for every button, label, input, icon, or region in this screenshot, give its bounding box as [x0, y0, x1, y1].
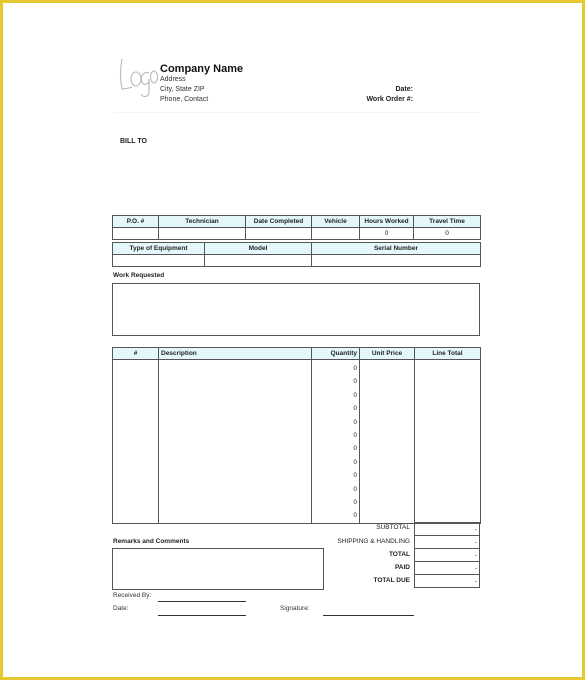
- unit-price-column[interactable]: [360, 360, 415, 524]
- line-total-column[interactable]: [415, 360, 481, 524]
- description-column[interactable]: [159, 360, 312, 524]
- paid-row: [415, 562, 480, 575]
- col-description: Description: [159, 348, 312, 360]
- quantity-value: 0: [353, 498, 357, 506]
- col-type-of-equipment: Type of Equipment: [113, 243, 205, 255]
- bill-to-label: BILL TO: [120, 138, 147, 145]
- total-due-row: [415, 575, 480, 588]
- col-model: Model: [205, 243, 312, 255]
- technician-cell[interactable]: [159, 228, 246, 240]
- quantity-value: 0: [353, 431, 357, 439]
- received-by-label: Received By:: [113, 592, 152, 599]
- total-row: [415, 549, 480, 562]
- col-item-number: #: [113, 348, 159, 360]
- total-due-value[interactable]: -: [415, 575, 480, 588]
- shipping-label: SHIPPING & HANDLING: [337, 538, 410, 545]
- date-line[interactable]: [158, 615, 246, 616]
- quantity-value: 0: [353, 365, 357, 372]
- total-label: TOTAL: [388, 551, 410, 558]
- subtotal-label: SUBTOTAL: [376, 524, 410, 531]
- received-by-line[interactable]: [158, 601, 246, 602]
- work-requested-box[interactable]: [112, 283, 480, 336]
- col-unit-price: Unit Price: [360, 348, 415, 360]
- po-number-cell[interactable]: [113, 228, 159, 240]
- company-name: Company Name: [160, 63, 244, 75]
- job-table-row: [113, 228, 481, 240]
- quantity-value: 0: [353, 418, 357, 426]
- shipping-row: [415, 536, 480, 549]
- quantity-value: 0: [353, 472, 357, 480]
- date-label: Date:: [395, 86, 413, 93]
- total-due-label: TOTAL DUE: [373, 577, 410, 584]
- serial-number-cell[interactable]: [312, 255, 481, 267]
- model-cell[interactable]: [205, 255, 312, 267]
- equipment-header-row: [113, 243, 481, 255]
- signature-label: Signature:: [280, 605, 310, 612]
- col-quantity: Quantity: [312, 348, 360, 360]
- total-value[interactable]: -: [415, 549, 480, 562]
- col-line-total: Line Total: [415, 348, 481, 360]
- equipment-table: [112, 242, 481, 267]
- remarks-label: Remarks and Comments: [113, 538, 190, 545]
- type-of-equipment-cell[interactable]: [113, 255, 205, 267]
- items-header-row: [113, 348, 481, 360]
- company-city: City, State ZIP: [160, 86, 205, 93]
- quantity-value: 0: [353, 458, 357, 466]
- col-date-completed: Date Completed: [246, 216, 312, 228]
- totals-table: [414, 522, 480, 588]
- col-vehicle: Vehicle: [312, 216, 360, 228]
- quantity-list: [314, 362, 357, 523]
- company-phone: Phone, Contact: [160, 96, 209, 103]
- item-number-column[interactable]: [113, 360, 159, 524]
- job-table-header-row: [113, 216, 481, 228]
- work-order-label: Work Order #:: [366, 96, 413, 103]
- equipment-row: [113, 255, 481, 267]
- date-completed-cell[interactable]: [246, 228, 312, 240]
- paid-label: PAID: [394, 564, 410, 571]
- quantity-value: 0: [353, 512, 357, 520]
- quantity-value: 0: [353, 378, 357, 386]
- travel-time-cell[interactable]: 0: [414, 228, 481, 240]
- items-table: [112, 347, 481, 524]
- col-technician: Technician: [159, 216, 246, 228]
- shipping-value[interactable]: -: [415, 536, 480, 549]
- paid-value[interactable]: -: [415, 562, 480, 575]
- quantity-value: 0: [353, 391, 357, 399]
- company-address: Address: [160, 76, 186, 83]
- logo-image: [116, 55, 158, 99]
- col-serial-number: Serial Number: [312, 243, 481, 255]
- quantity-value: 0: [353, 405, 357, 413]
- col-travel-time: Travel Time: [414, 216, 481, 228]
- hours-worked-cell[interactable]: 0: [360, 228, 414, 240]
- remarks-box[interactable]: [112, 548, 324, 590]
- date-signature-label: Date:: [113, 605, 129, 612]
- signature-line[interactable]: [323, 615, 414, 616]
- subtotal-row: [415, 523, 480, 536]
- items-body: [113, 360, 481, 524]
- job-table: [112, 215, 481, 240]
- subtotal-value[interactable]: -: [415, 523, 480, 536]
- col-hours-worked: Hours Worked: [360, 216, 414, 228]
- quantity-column[interactable]: [312, 360, 360, 524]
- work-requested-label: Work Requested: [113, 272, 165, 279]
- quantity-value: 0: [353, 445, 357, 453]
- quantity-value: 0: [353, 485, 357, 493]
- vehicle-cell[interactable]: [312, 228, 360, 240]
- header-divider: [114, 112, 480, 113]
- col-po-number: P.O. #: [113, 216, 159, 228]
